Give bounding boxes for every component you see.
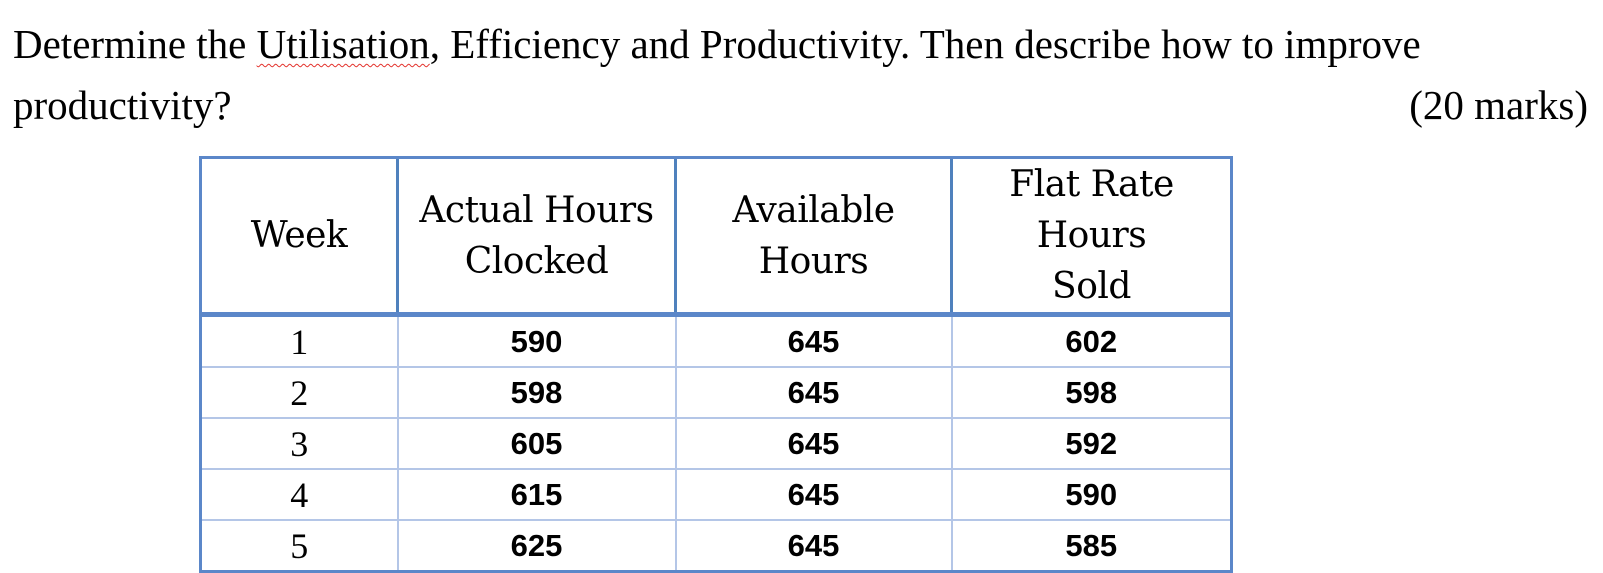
header-week-label: Week <box>250 215 348 256</box>
actual-hours-cell: 598 <box>398 367 676 418</box>
table-row <box>201 469 1232 520</box>
available-hours-cell: 645 <box>676 367 952 418</box>
flat-rate-hours-cell: 598 <box>952 367 1232 418</box>
week-cell: 5 <box>201 520 398 572</box>
week-cell: 1 <box>201 315 398 368</box>
spellcheck-word[interactable]: Utilisation <box>256 21 430 67</box>
question-text <box>13 14 1588 136</box>
header-actual-line2: Clocked <box>464 240 609 282</box>
flat-rate-hours-cell: 592 <box>952 418 1232 469</box>
question-suffix: , Efficiency and Productivity. Then describe how to improve <box>429 21 1421 67</box>
question-prefix: Determine the <box>13 21 257 67</box>
header-flat-line1: Flat Rate Hours <box>1009 164 1174 256</box>
table-row <box>201 367 1232 418</box>
week-cell: 4 <box>201 469 398 520</box>
header-flat-rate-hours <box>952 158 1232 315</box>
question-continuation: productivity? <box>13 82 232 128</box>
flat-rate-hours-cell: 585 <box>952 520 1232 572</box>
header-actual-hours <box>398 158 676 315</box>
table-row <box>201 520 1232 572</box>
header-flat-line2: Sold <box>1052 266 1131 307</box>
table-header-row <box>201 158 1232 315</box>
available-hours-cell: 645 <box>676 315 952 368</box>
actual-hours-cell: 605 <box>398 418 676 469</box>
week-cell: 3 <box>201 418 398 469</box>
table-row <box>201 418 1232 469</box>
header-available-label: Available Hours <box>732 189 895 282</box>
hours-table <box>199 156 1233 573</box>
question-line-1 <box>13 14 1588 75</box>
actual-hours-cell: 590 <box>398 315 676 368</box>
week-cell: 2 <box>201 367 398 418</box>
question-line-2 <box>13 75 1588 136</box>
actual-hours-cell: 625 <box>398 520 676 572</box>
header-available-hours <box>676 158 952 315</box>
available-hours-cell: 645 <box>676 469 952 520</box>
actual-hours-cell: 615 <box>398 469 676 520</box>
flat-rate-hours-cell: 590 <box>952 469 1232 520</box>
header-actual-line1: Actual Hours <box>419 189 654 231</box>
available-hours-cell: 645 <box>676 520 952 572</box>
marks-label: (20 marks) <box>1409 82 1588 128</box>
flat-rate-hours-cell: 602 <box>952 315 1232 368</box>
header-week <box>201 158 398 315</box>
table-row <box>201 315 1232 368</box>
available-hours-cell: 645 <box>676 418 952 469</box>
